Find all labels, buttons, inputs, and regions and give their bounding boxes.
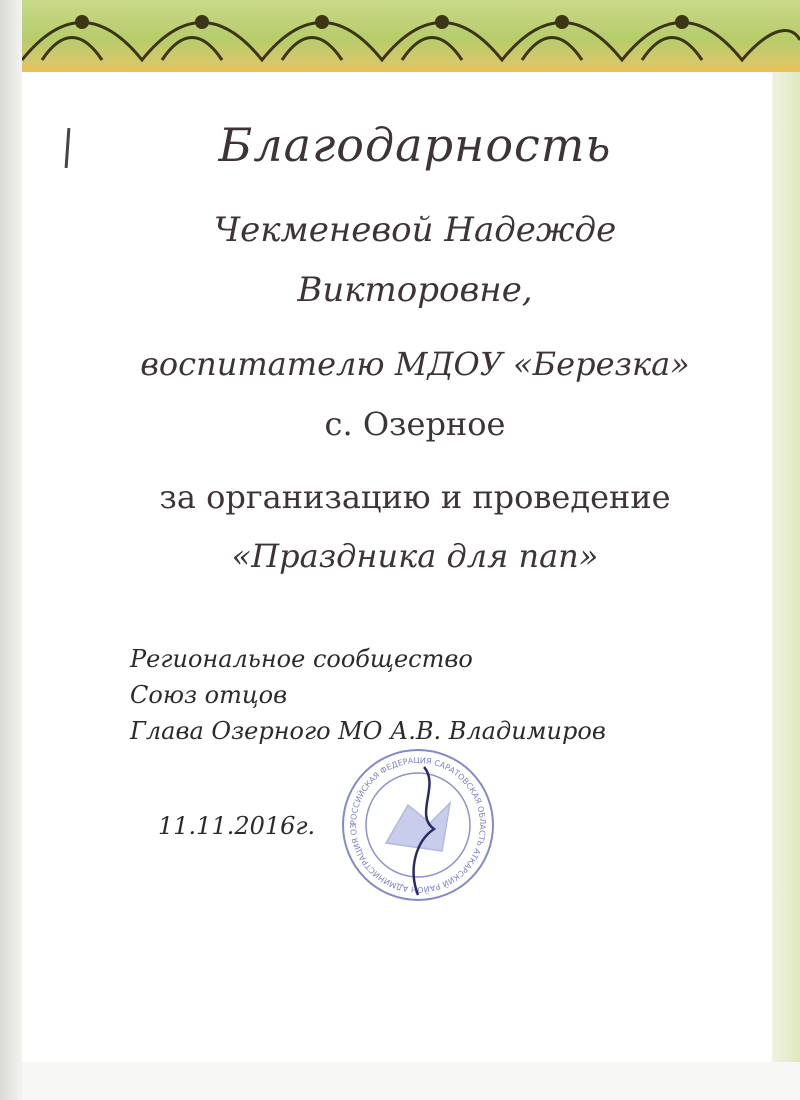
ornamental-top-border xyxy=(22,0,800,72)
signature-head: Глава Озерного МО А.В. Владимиров xyxy=(130,717,606,745)
signature-union: Союз отцов xyxy=(130,681,288,709)
document-title: Благодарность xyxy=(218,118,612,172)
document-date: 11.11.2016г. xyxy=(158,812,316,840)
official-seal-stamp xyxy=(338,745,498,905)
signature-organization: Региональное сообщество xyxy=(130,645,473,673)
recipient-place: с. Озерное xyxy=(324,405,506,443)
recipient-name-line: Чекменевой Надежде xyxy=(213,210,617,250)
scan-edge xyxy=(0,0,22,1100)
decorative-right-strip xyxy=(772,72,800,1062)
recipient-patronymic-line: Викторовне, xyxy=(297,270,533,310)
event-name: «Праздника для пап» xyxy=(231,537,599,575)
reason-line: за организацию и проведение xyxy=(159,478,671,516)
stamp-ring-text: РОССИЙСКАЯ ФЕДЕРАЦИЯ САРАТОВСКАЯ ОБЛАСТЬ АТКАРСКИЙ РАЙОН АДМИНИСТРАЦИЯ ОЗ xyxy=(348,755,488,895)
recipient-position: воспитателю МДОУ «Березка» xyxy=(140,345,690,383)
